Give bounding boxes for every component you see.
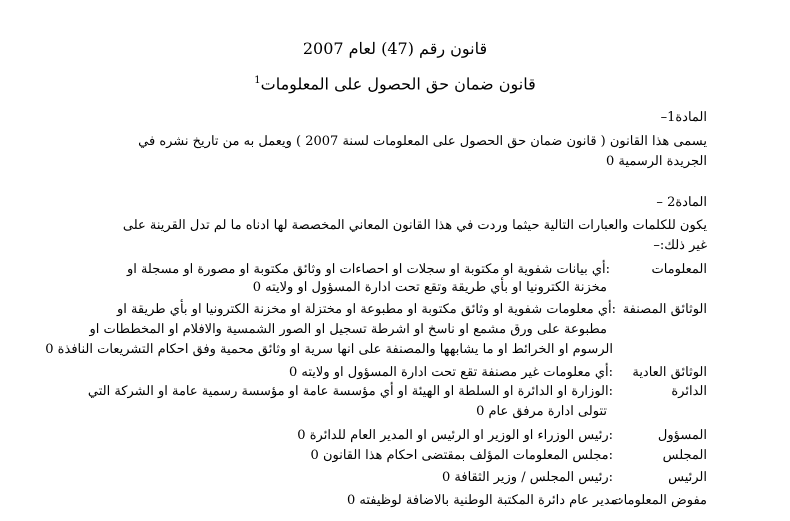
definition-text: تتولى ادارة مرفق عام 0 — [476, 404, 607, 419]
law-subtitle-text: قانون ضمان حق الحصول على المعلومات — [260, 74, 536, 94]
article1-line2: الجريدة الرسمية 0 — [606, 154, 707, 169]
definition-term: المعلومات — [651, 262, 707, 277]
definition-text: :أي معلومات شفوية او وثائق مكتوبة او مطبوعة او مختزلة او مخزنة الكترونيا او بأي طريقة او — [116, 302, 616, 317]
definition-text: الرسوم او الخرائط او ما يشابهها والمصنفة على انها سرية او وثائق محمية وفق احكام التشريعات النافذة 0 — [45, 342, 613, 357]
definition-term: الوثائق العادية — [632, 365, 707, 380]
definition-text: :مجلس المعلومات المؤلف بمقتضى احكام هذا القانون 0 — [310, 448, 613, 463]
definition-term: الرئيس — [668, 470, 707, 485]
article2-intro-line1: يكون للكلمات والعبارات التالية حيثما وردت في هذا القانون المعاني المخصصة لها ادناه ما لم تدل القرينة على — [122, 218, 707, 233]
footnote-mark: 1 — [254, 75, 261, 86]
definition-text: :مدير عام دائرة المكتبة الوطنية بالاضافة لوظيفته 0 — [346, 493, 622, 508]
definition-text: :أي بيانات شفوية او مكتوبة او سجلات او احصاءات او وثائق مكتوبة او مصورة او مسجلة او — [126, 262, 610, 277]
definition-text: :رئيس المجلس / وزير الثقافة 0 — [441, 470, 613, 485]
article2-intro-line2: غير ذلك:– — [653, 238, 707, 253]
definition-term: الوثائق المصنفة — [622, 302, 707, 317]
law-subtitle — [0, 71, 790, 94]
article1-line1: يسمى هذا القانون ( قانون ضمان حق الحصول على المعلومات لسنة 2007 ) ويعمل به من تاريخ نشره في — [138, 134, 707, 149]
definition-text: :أي معلومات غير مصنفة تقع تحت ادارة المسؤول او ولايته 0 — [289, 365, 613, 380]
definition-term: المجلس — [662, 448, 707, 463]
definition-text: :الوزارة او الدائرة او السلطة او الهيئة او أي مؤسسة عامة او مؤسسة رسمية عامة او الشركة التي — [87, 384, 613, 399]
law-title: قانون رقم (47) لعام 2007 — [302, 39, 488, 58]
definition-term: الدائرة — [671, 384, 707, 399]
definition-text: مطبوعة على ورق مشمع او ناسخ او اشرطة تسجيل او الصور الشمسية والافلام او المخططات او — [89, 322, 607, 337]
definition-text: مخزنة الكترونيا او بأي طريقة وتقع تحت ادارة المسؤول او ولايته 0 — [252, 280, 607, 295]
definition-term: مفوض المعلومات — [611, 493, 707, 508]
definition-text: :رئيس الوزراء او الوزير او الرئيس او المدير العام للدائرة 0 — [297, 428, 613, 443]
article1-heading: المادة1– — [660, 110, 707, 125]
definition-term: المسؤول — [657, 428, 707, 443]
article2-heading: المادة2 – — [656, 195, 707, 210]
